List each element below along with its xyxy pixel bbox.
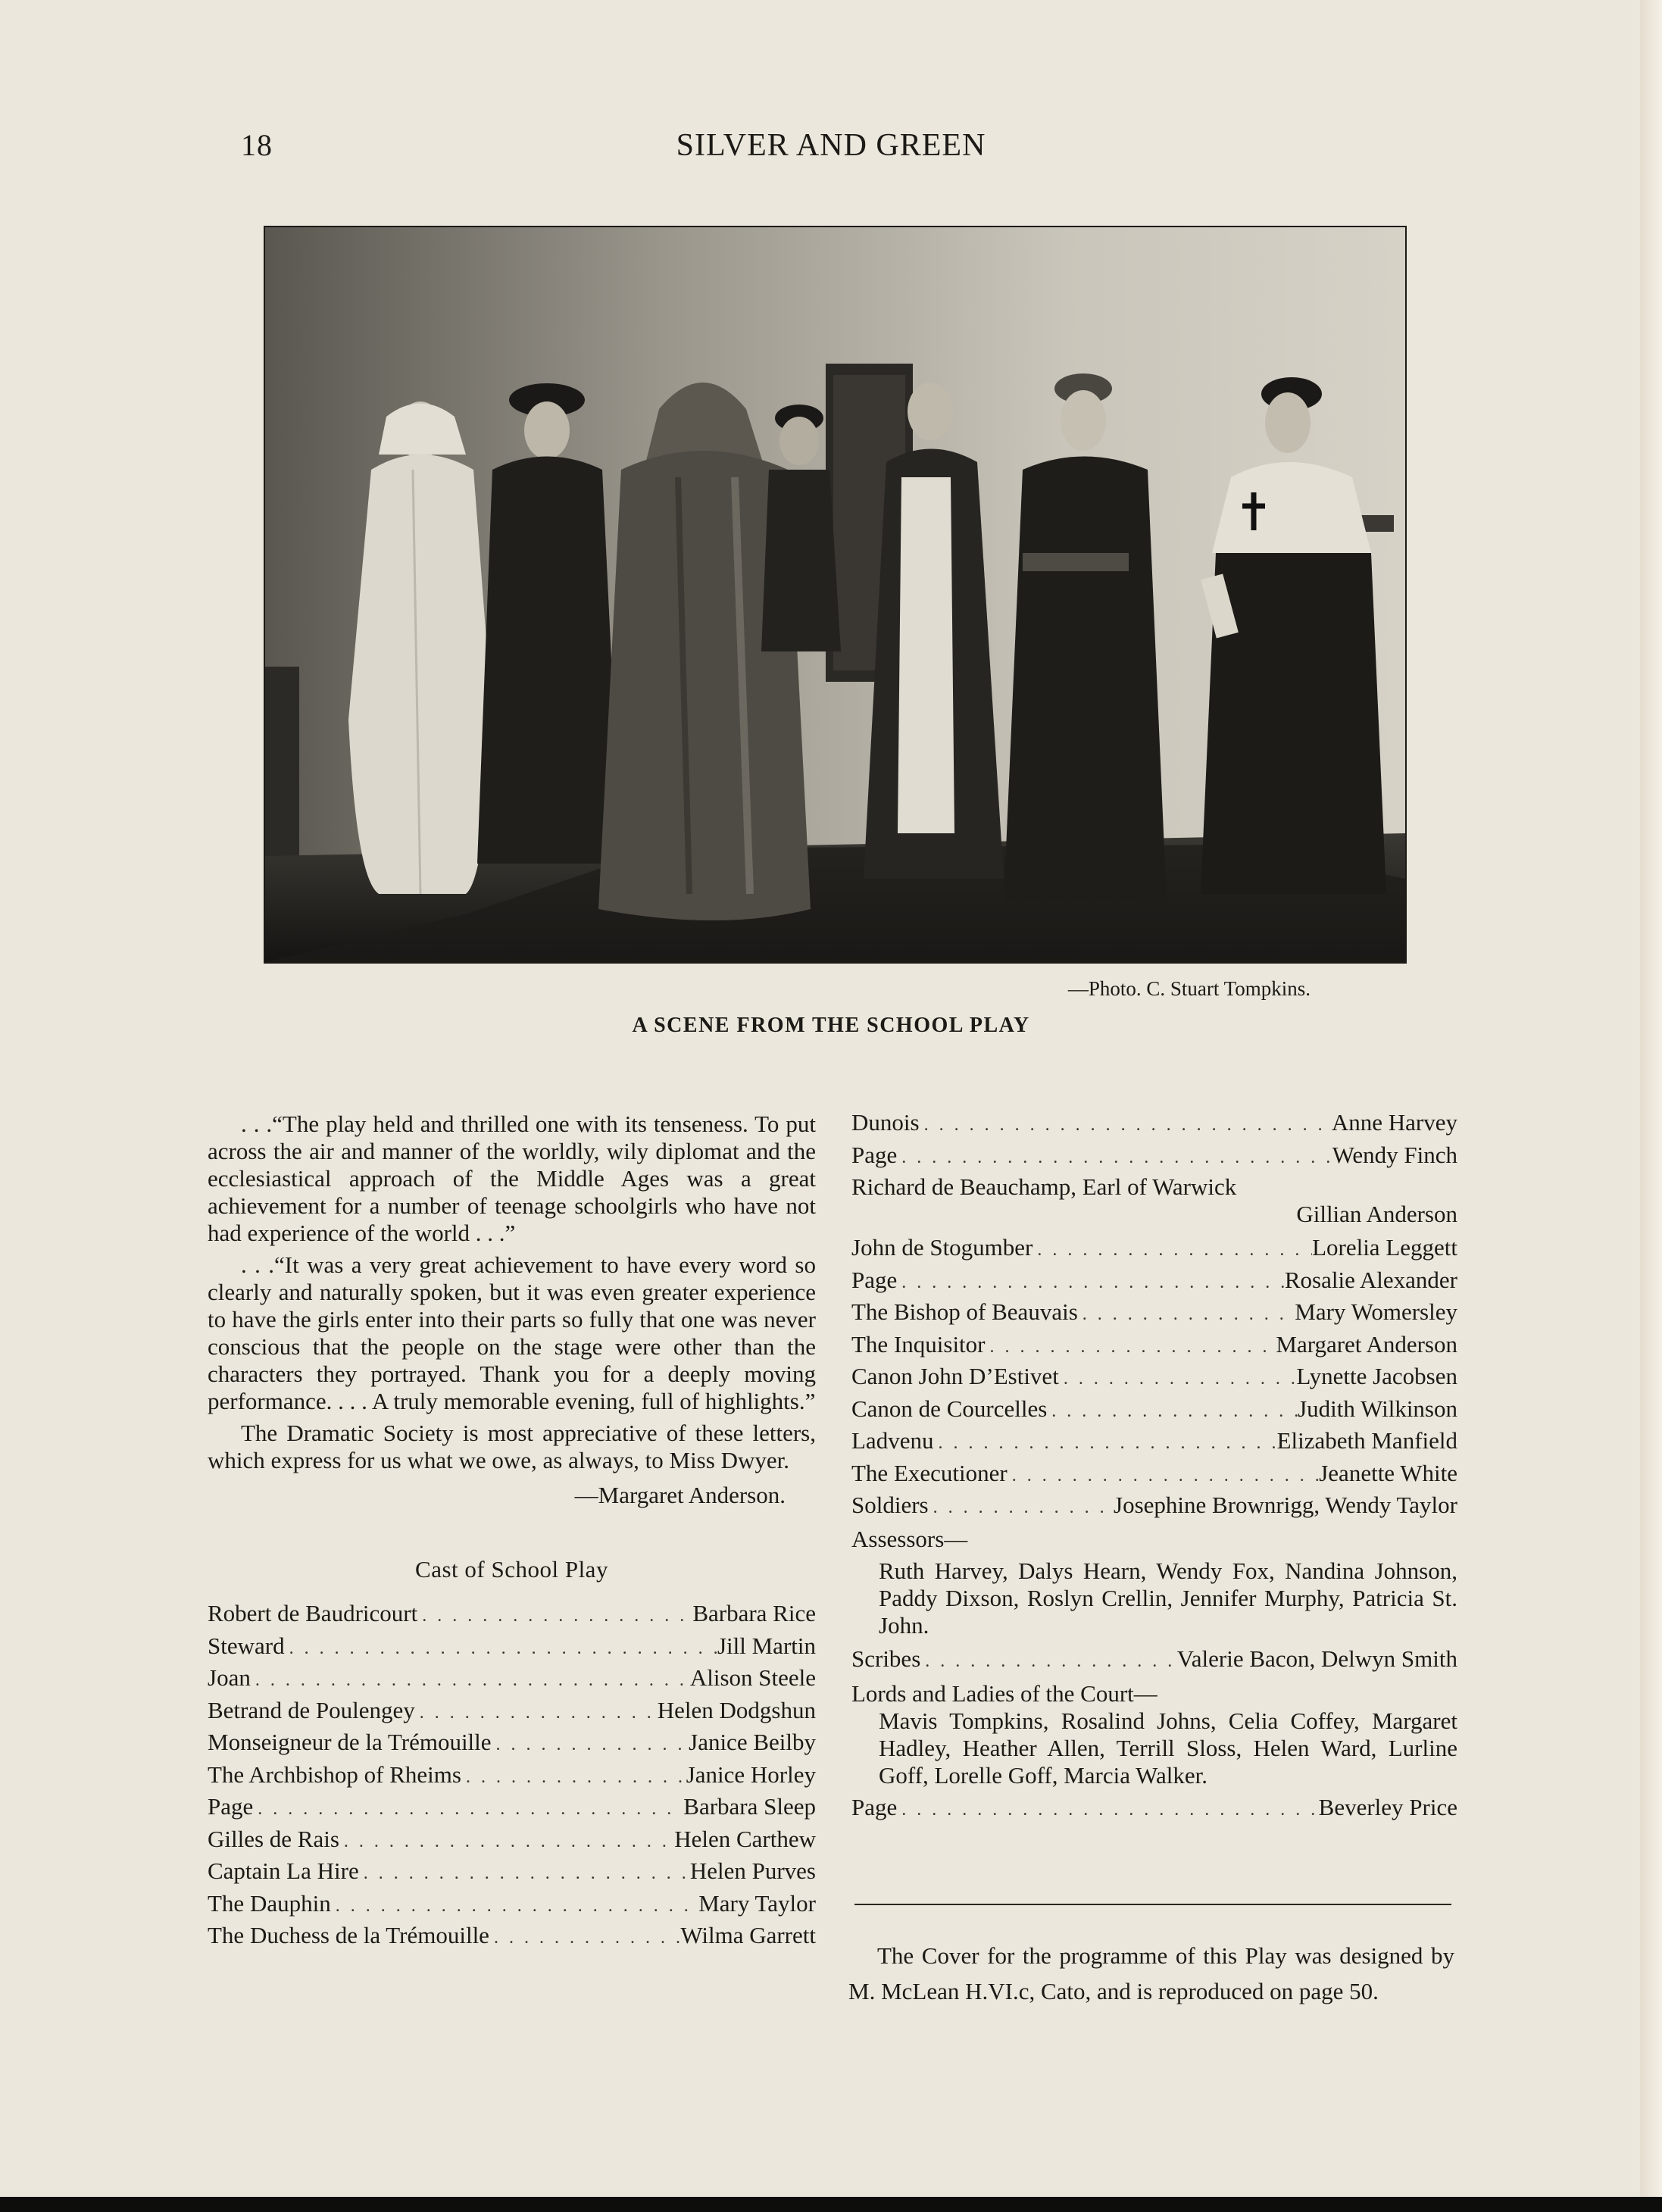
actor-name: Beverley Price (1318, 1794, 1457, 1820)
leader-dots (1059, 1365, 1297, 1392)
leader-dots (933, 1429, 1276, 1457)
actor-name: Rosalie Alexander (1284, 1266, 1457, 1293)
cast-row (851, 1492, 1457, 1524)
cast-row (208, 1761, 816, 1794)
role-name: Steward (208, 1632, 285, 1659)
assessors-entry (851, 1526, 1457, 1639)
cast-row (208, 1826, 816, 1858)
leader-dots (986, 1333, 1276, 1361)
actor-name: Jeanette White (1319, 1459, 1457, 1486)
assessors-label: Assessors— (851, 1525, 968, 1552)
photo-credit: —Photo. C. Stuart Tompkins. (1067, 977, 1311, 1000)
warwick-entry (851, 1173, 1457, 1234)
role-name: The Bishop of Beauvais (851, 1298, 1078, 1325)
page-number: 18 (241, 128, 273, 162)
leader-dots (1047, 1398, 1298, 1425)
cast-row (851, 1645, 1457, 1678)
actor-name: Janice Horley (686, 1761, 816, 1788)
role-name: Captain La Hire (208, 1857, 359, 1884)
cast-row (208, 1890, 816, 1923)
cast-row (208, 1857, 816, 1890)
cast-row (851, 1109, 1457, 1142)
appreciation-paragraph: The Dramatic Society is most appreciative of these letters, which express for us what we owe, as always, to Miss Dwyer. (208, 1420, 816, 1473)
actor-name: Helen Carthew (674, 1825, 816, 1852)
cast-row (851, 1267, 1457, 1299)
leader-dots (415, 1699, 658, 1726)
assessors-names: Ruth Harvey, Dalys Hearn, Wendy Fox, Nandina Johnson, Paddy Dixson, Roslyn Crellin, Jennifer Murphy, Patricia St. John. (879, 1557, 1457, 1639)
leader-dots (461, 1764, 686, 1791)
actor-name: Helen Dodgshun (657, 1696, 816, 1723)
cast-row (208, 1793, 816, 1826)
lords-label: Lords and Ladies of the Court— (851, 1680, 1157, 1707)
cast-heading: Cast of School Play (415, 1556, 608, 1582)
leader-dots (1078, 1301, 1295, 1328)
leader-dots (897, 1796, 1318, 1823)
actor-name: Elizabeth Manfield (1276, 1427, 1457, 1454)
section-divider (854, 1904, 1451, 1905)
cast-row (208, 1697, 816, 1729)
cast-row (851, 1460, 1457, 1492)
quote-paragraph-2: . . .“It was a very great achievement to have every word so clearly and naturally spoken, but it was even greater experience to have the girls enter into their parts so fully that one was never conscious that the people on the stage were other than the characters they portrayed. Thank you for a deeply moving performance. . . . A truly memorable evening, full of highlights.” (208, 1251, 816, 1414)
leader-dots (492, 1731, 689, 1758)
page-edge (1640, 0, 1662, 2197)
leader-dots (897, 1144, 1332, 1171)
cast-row (851, 1331, 1457, 1364)
cast-row (851, 1142, 1457, 1174)
signature: —Margaret Anderson. (574, 1482, 786, 1508)
role-name: Joan (208, 1664, 251, 1691)
leader-dots (417, 1602, 692, 1629)
actor-name: Jill Martin (717, 1632, 816, 1659)
cover-note: The Cover for the programme of this Play was designed by M. McLean H.VI.c, Cato, and is reproduced on page 50. (848, 1942, 1454, 2004)
role-name: Page (851, 1794, 898, 1820)
cast-row (851, 1427, 1457, 1460)
role-name: The Archbishop of Rheims (208, 1761, 461, 1788)
role-name: Betrand de Poulengey (208, 1696, 415, 1723)
actor-name: Wilma Garrett (680, 1922, 816, 1948)
school-play-photo (265, 227, 1405, 962)
actor-name: Wendy Finch (1332, 1141, 1457, 1168)
role-name: Page (851, 1141, 898, 1168)
right-column (851, 1109, 1457, 1826)
actor-name: Mary Taylor (698, 1889, 816, 1917)
leader-dots (331, 1892, 698, 1920)
leader-dots (339, 1828, 674, 1855)
leader-dots (285, 1635, 717, 1662)
actor-name: Margaret Anderson (1276, 1330, 1457, 1358)
actor-name: Barbara Rice (692, 1600, 816, 1626)
role-name: Soldiers (851, 1492, 929, 1518)
cast-row (851, 1234, 1457, 1267)
cast-row (851, 1395, 1457, 1428)
scan-bottom-edge (0, 2197, 1662, 2212)
actor-name: Gillian Anderson (1296, 1201, 1457, 1227)
actor-name: Josephine Brownrigg, Wendy Taylor (1114, 1492, 1457, 1518)
actor-name: Lynette Jacobsen (1296, 1363, 1457, 1389)
actor-name: Alison Steele (689, 1664, 816, 1691)
actor-name: Judith Wilkinson (1298, 1395, 1457, 1422)
leader-dots (251, 1667, 690, 1694)
cast-row (208, 1632, 816, 1665)
role-name: The Inquisitor (851, 1330, 986, 1358)
leader-dots (359, 1860, 690, 1887)
role-name: Gilles de Rais (208, 1825, 339, 1852)
actor-name: Anne Harvey (1331, 1109, 1457, 1136)
role-name: Page (208, 1793, 254, 1820)
role-name: The Executioner (851, 1459, 1008, 1486)
actor-name: Barbara Sleep (683, 1793, 816, 1820)
role-name: Richard de Beauchamp, Earl of Warwick (851, 1173, 1237, 1200)
cast-row (208, 1600, 816, 1632)
actor-name: Mary Womersley (1295, 1298, 1457, 1325)
leader-dots (489, 1924, 680, 1951)
leader-dots (897, 1269, 1285, 1296)
leader-dots (929, 1494, 1114, 1521)
cast-row (208, 1729, 816, 1761)
role-name: Monseigneur de la Trémouille (208, 1729, 492, 1755)
leader-dots (920, 1111, 1332, 1139)
cast-row (208, 1664, 816, 1697)
actor-name: Valerie Bacon, Delwyn Smith (1176, 1645, 1457, 1672)
quote-paragraph-1: . . .“The play held and thrilled one with its tenseness. To put across the air and manner of the worldly, wily diplomat and the ecclesiastical approach of the Middle Ages was a great achievement for a number of teenage schoolgirls who have not had experience of the world . . .” (208, 1111, 816, 1246)
cast-row (851, 1298, 1457, 1331)
photo-caption: A SCENE FROM THE SCHOOL PLAY (632, 1014, 1030, 1037)
role-name: Canon John D’Estivet (851, 1363, 1059, 1389)
leader-dots (1033, 1236, 1312, 1264)
cast-list-left (208, 1600, 816, 1954)
role-name: The Dauphin (208, 1889, 331, 1917)
lords-entry (851, 1680, 1457, 1789)
cast-row (851, 1363, 1457, 1395)
role-name: Scribes (851, 1645, 921, 1672)
actor-name: Janice Beilby (689, 1729, 816, 1755)
cast-row (851, 1794, 1457, 1826)
role-name: Canon de Courcelles (851, 1395, 1048, 1422)
role-name: Page (851, 1266, 898, 1293)
left-column (208, 1111, 816, 1954)
role-name: Dunois (851, 1109, 920, 1136)
actor-name: Lorelia Leggett (1312, 1234, 1457, 1261)
leader-dots (920, 1648, 1177, 1675)
publication-title: SILVER AND GREEN (676, 128, 986, 163)
actor-name: Helen Purves (689, 1857, 816, 1884)
role-name: John de Stogumber (851, 1234, 1033, 1261)
role-name: Robert de Baudricourt (208, 1600, 418, 1626)
cast-row (208, 1922, 816, 1954)
leader-dots (1008, 1462, 1320, 1489)
lords-names: Mavis Tompkins, Rosalind Johns, Celia Coffey, Margaret Hadley, Heather Allen, Terrill Sloss, Helen Ward, Lurline Goff, Lorelle Goff, Marcia Walker. (879, 1707, 1457, 1789)
role-name: The Duchess de la Trémouille (208, 1922, 489, 1948)
role-name: Ladvenu (851, 1427, 934, 1454)
leader-dots (253, 1795, 683, 1823)
play-scene-image (265, 227, 1405, 962)
